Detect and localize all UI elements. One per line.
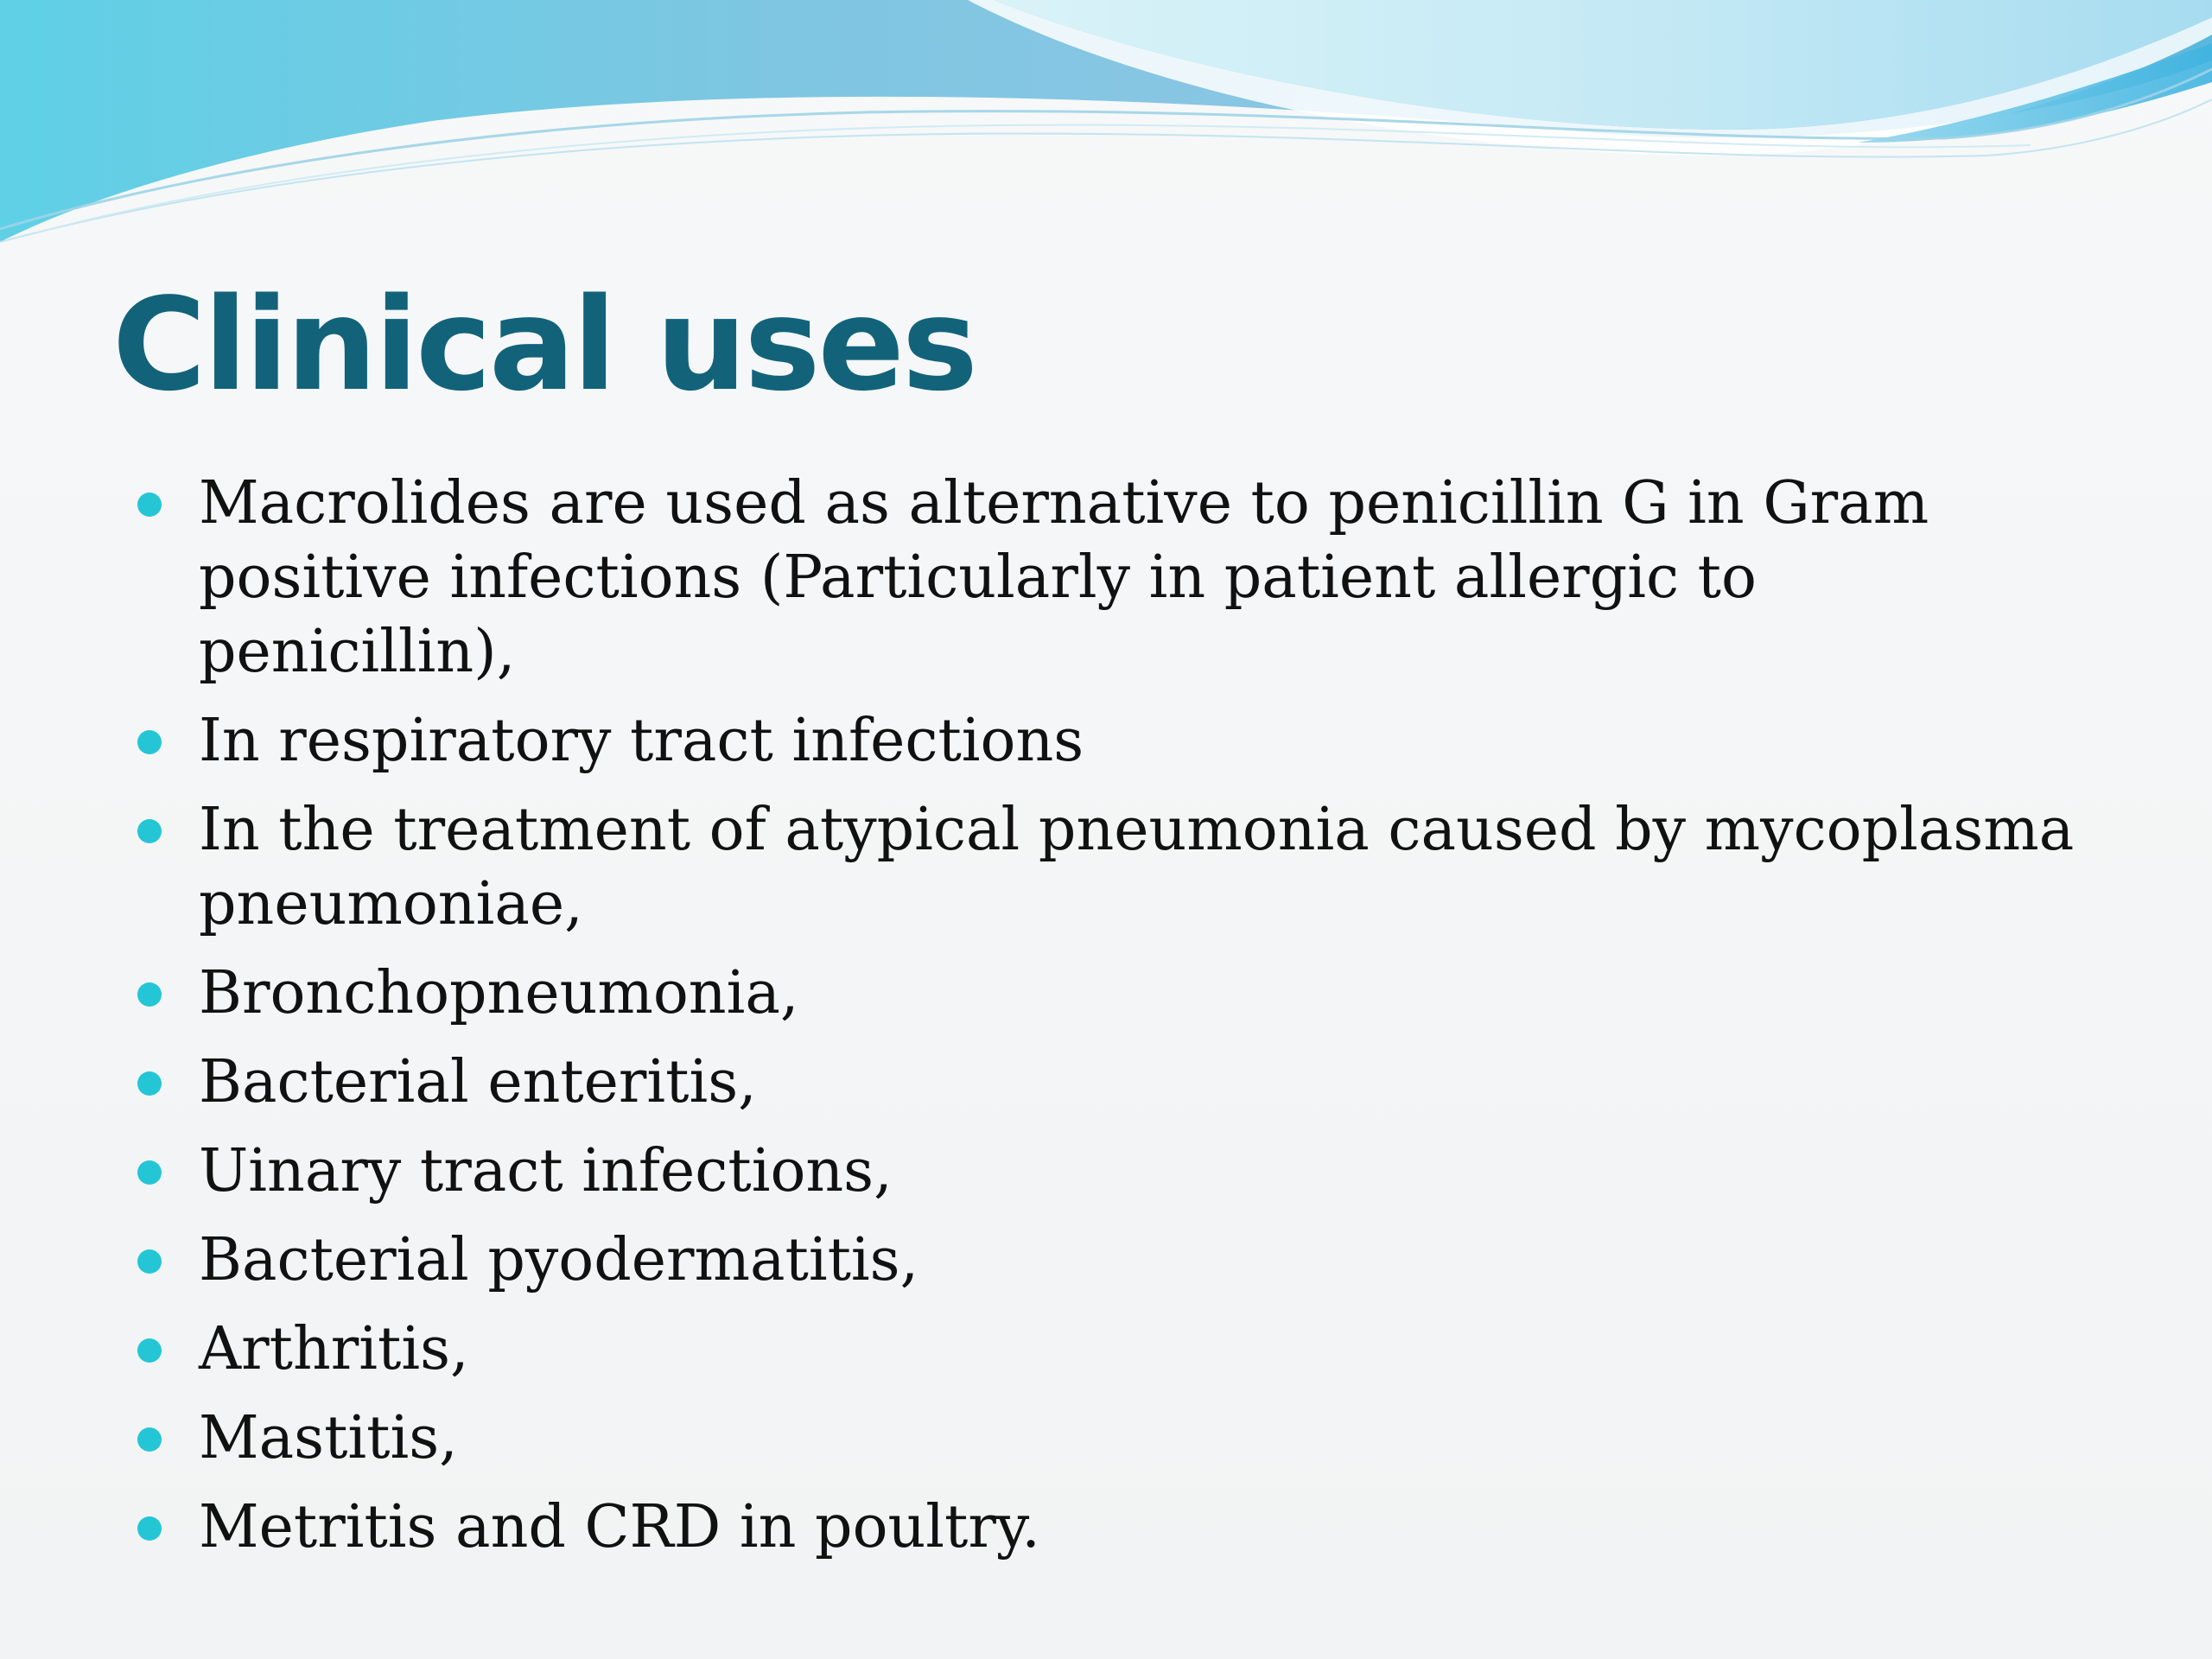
bullet-dot-icon	[137, 730, 162, 754]
bullet-dot-icon	[137, 1160, 162, 1185]
bullet-text: In respiratory tract infections	[199, 707, 1084, 775]
bullet-text: Bronchopneumonia,	[199, 959, 799, 1027]
bullet-item	[130, 1224, 2082, 1298]
bullet-item	[130, 1402, 2082, 1476]
slide-title: Clinical uses	[112, 270, 976, 419]
bullet-item	[130, 467, 2082, 690]
bullet-item	[130, 1135, 2082, 1209]
bullet-dot-icon	[137, 1071, 162, 1096]
bullet-list	[130, 467, 2082, 1580]
wave-header-decoration	[0, 0, 2212, 259]
bullet-text: Metritis and CRD in poultry.	[199, 1493, 1040, 1561]
bullet-dot-icon	[137, 1338, 162, 1363]
bullet-dot-icon	[137, 982, 162, 1007]
bullet-item	[130, 1046, 2082, 1120]
bullet-item	[130, 793, 2082, 942]
bullet-item	[130, 1491, 2082, 1565]
bullet-item	[130, 1313, 2082, 1387]
bullet-dot-icon	[137, 1427, 162, 1452]
bullet-dot-icon	[137, 1516, 162, 1541]
bullet-text: Bacterial enteritis,	[199, 1048, 757, 1116]
bullet-item	[130, 957, 2082, 1031]
bullet-dot-icon	[137, 1249, 162, 1274]
bullet-text: Arthritis,	[199, 1315, 469, 1383]
bullet-text: In the treatment of atypical pneumonia caused by mycoplasma pneumoniae,	[199, 796, 2075, 938]
bullet-dot-icon	[137, 819, 162, 843]
bullet-text: Mastitis,	[199, 1404, 458, 1472]
bullet-dot-icon	[137, 493, 162, 517]
bullet-text: Macrolides are used as alternative to penicillin G in Gram positive infections (Particularly in patient allergic to penicillin),	[199, 469, 1929, 686]
bullet-text: Uinary tract infections,	[199, 1137, 893, 1205]
bullet-text: Bacterial pyodermatitis,	[199, 1226, 919, 1294]
bullet-item	[130, 704, 2082, 779]
